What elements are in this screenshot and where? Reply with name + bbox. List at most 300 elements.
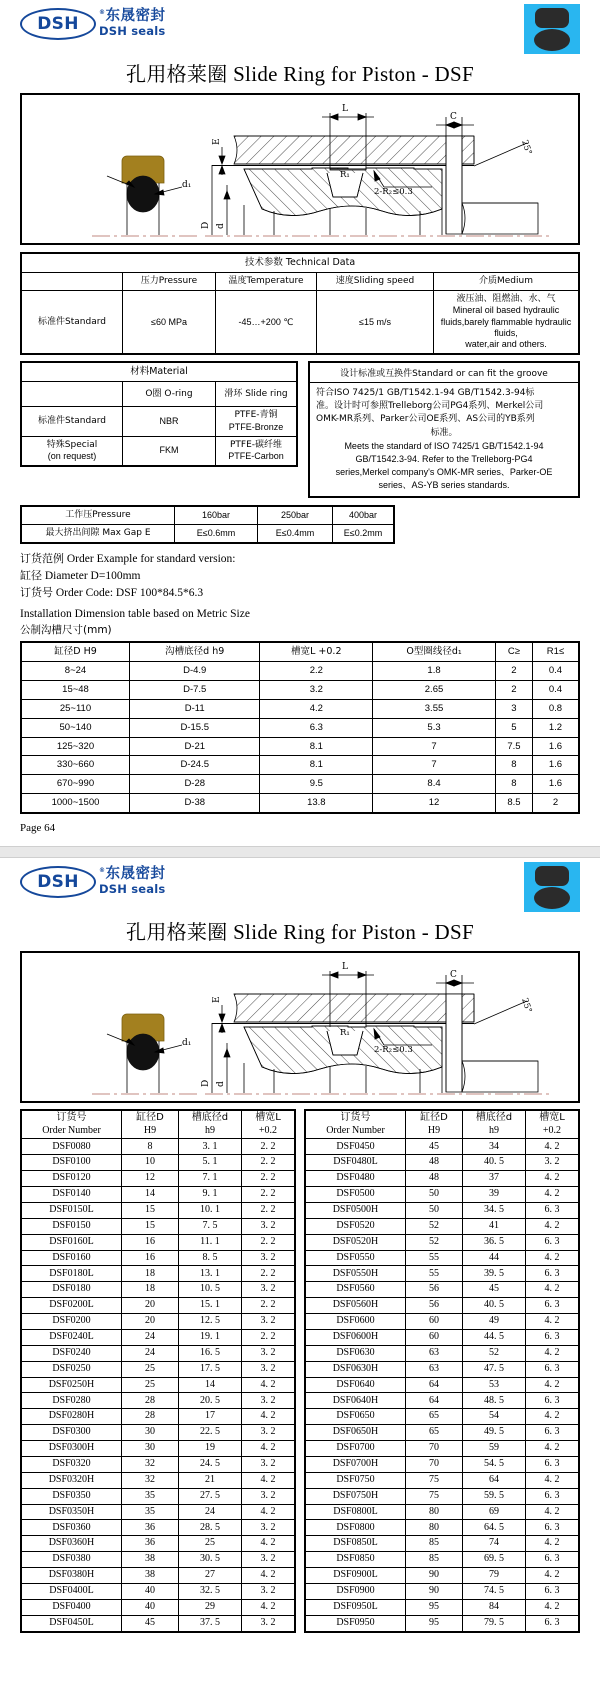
table-cell: DSF0350 [21,1488,122,1504]
table-cell: DSF0480L [305,1155,406,1171]
table-cell: 30. 5 [179,1552,242,1568]
table-cell: 45 [406,1139,463,1155]
table-cell: 13. 1 [179,1266,242,1282]
table-cell: 3. 1 [179,1139,242,1155]
table-row [305,1171,579,1187]
table-cell: D-28 [130,775,260,794]
table-cell: 4. 2 [242,1568,296,1584]
table-row [305,1583,579,1599]
table-cell: DSF0500 [305,1187,406,1203]
page-title-cn: 孔用格莱圈 [126,920,228,945]
table-row [305,1110,579,1139]
table-cell: 3. 2 [242,1361,296,1377]
table-cell: 3 [495,699,532,718]
table-cell: 4. 2 [242,1599,296,1615]
table-cell: DSF0360H [21,1536,122,1552]
table-cell: DSF0650H [305,1425,406,1441]
dim-intro-en: Installation Dimension table based on Metric Size [20,608,250,621]
table-cell: 59. 5 [463,1488,526,1504]
table-row [21,1234,295,1250]
order-header-d: 槽底径d h9 [463,1110,526,1139]
page-header [20,858,580,914]
cross-section-diagram [22,95,578,243]
table-row [21,436,297,466]
table-cell: 25~110 [21,699,130,718]
table-cell: 125~320 [21,737,130,756]
svg-text:2-R₂≤0.3: 2-R₂≤0.3 [374,187,413,197]
page-1 [0,0,600,834]
standard-block [308,361,580,497]
material-slidering-special: PTFE-碳纤维 PTFE-Carbon [216,436,298,466]
table-row [305,1345,579,1361]
table-cell: 6. 3 [526,1266,580,1282]
table-row [21,382,297,407]
logo-english-name: DSH seals [99,881,166,896]
material-row-label-special: 特殊Special (on request) [21,436,123,466]
order-header-D: 缸径D H9 [406,1110,463,1139]
table-row [21,1583,295,1599]
table-cell: 18 [122,1266,179,1282]
table-cell: 4. 2 [526,1171,580,1187]
table-row [21,1202,295,1218]
table-cell: 6. 3 [526,1552,580,1568]
medium-line: fluids,barely flammable hydraulic [440,316,572,327]
table-row [305,1266,579,1282]
table-cell: 20. 5 [179,1393,242,1409]
table-cell: DSF0150 [21,1218,122,1234]
table-cell: 12 [373,794,496,813]
table-cell: DSF0240 [21,1345,122,1361]
material-header-blank [21,382,123,407]
standard-caption: 设计标准或互换件Standard or can fit the groove [310,363,578,383]
table-cell: DSF0300H [21,1441,122,1457]
table-row [305,1599,579,1615]
table-cell: 6. 3 [526,1488,580,1504]
table-cell: 0.8 [532,699,579,718]
table-cell: 3. 2 [242,1520,296,1536]
table-cell: DSF0630H [305,1361,406,1377]
table-row [305,1504,579,1520]
table-cell: D-15.5 [130,718,260,737]
table-cell: 28. 5 [179,1520,242,1536]
material-header-oring: O圈 O-ring [123,382,216,407]
table-row [21,1425,295,1441]
table-cell: DSF0700 [305,1441,406,1457]
table-row [21,1345,295,1361]
table-cell: 8 [495,756,532,775]
table-cell: 79 [463,1568,526,1584]
table-cell: DSF0160L [21,1234,122,1250]
table-cell: 2. 2 [242,1171,296,1187]
table-cell: 5.3 [373,718,496,737]
table-row [21,1393,295,1409]
product-photo [524,862,580,912]
table-cell: 75 [406,1472,463,1488]
svg-text:d: d [216,1081,226,1088]
page-title [20,916,580,945]
table-cell: 22. 5 [179,1425,242,1441]
table-cell: 3. 2 [242,1583,296,1599]
table-cell: 3. 2 [242,1393,296,1409]
table-row [21,756,579,775]
table-cell: 25 [179,1536,242,1552]
table-cell: 3. 2 [242,1615,296,1631]
table-cell: 69 [463,1504,526,1520]
table-cell: DSF0180L [21,1266,122,1282]
table-cell: 6. 3 [526,1202,580,1218]
table-cell: 6. 3 [526,1361,580,1377]
table-row [21,1456,295,1472]
material-table [20,361,298,467]
standard-line-cn: OMK-MR系列、Parker公司OE系列、AS公司的YB系列 [316,414,535,425]
table-row [21,1472,295,1488]
table-cell: DSF0160 [21,1250,122,1266]
table-cell: 8.1 [260,737,373,756]
table-cell: 75 [406,1488,463,1504]
table-cell: 40. 5 [463,1298,526,1314]
table-row [21,794,579,813]
table-cell: D-11 [130,699,260,718]
table-cell: 55 [406,1250,463,1266]
table-row [21,1250,295,1266]
medium-line: water,air and others. [465,339,547,350]
material-row-label-standard: 标准件Standard [21,407,123,437]
table-cell: 40 [122,1583,179,1599]
table-row [21,718,579,737]
table-cell: 8. 5 [179,1250,242,1266]
table-cell: 27. 5 [179,1488,242,1504]
table-cell: DSF0600 [305,1314,406,1330]
gap-pressure-160: 160bar [175,506,258,525]
svg-text:D: D [201,221,211,229]
dim-header-L: 槽宽L +0.2 [260,642,373,661]
table-cell: 56 [406,1282,463,1298]
table-cell: 6. 3 [526,1329,580,1345]
table-cell: 2. 2 [242,1329,296,1345]
table-cell: 1.6 [532,737,579,756]
table-row [21,1568,295,1584]
table-cell: 50 [406,1202,463,1218]
table-cell: 50 [406,1187,463,1203]
table-cell: DSF0320 [21,1456,122,1472]
table-cell: DSF0560 [305,1282,406,1298]
table-cell: 8 [122,1139,179,1155]
order-example-line: 订货范例 Order Example for standard version: [20,552,236,566]
table-cell: 4. 2 [242,1409,296,1425]
table-cell: 4. 2 [526,1282,580,1298]
table-row [305,1139,579,1155]
table-cell: 6. 3 [526,1520,580,1536]
table-row [21,642,579,661]
standard-line-en: series,Merkel company's OMK-MR series、Parker-OE [335,466,553,477]
company-logo [20,8,166,40]
table-row [21,272,579,290]
table-row [21,407,297,437]
table-cell: DSF0200L [21,1298,122,1314]
table-cell: 50~140 [21,718,130,737]
svg-text:C: C [450,112,457,122]
table-cell: 47. 5 [463,1361,526,1377]
table-cell: DSF0250H [21,1377,122,1393]
table-cell: 10 [122,1155,179,1171]
tech-value-medium [434,291,580,355]
table-cell: 4. 2 [242,1536,296,1552]
table-cell: 3.2 [260,680,373,699]
table-cell: DSF0850L [305,1536,406,1552]
table-cell: 2. 2 [242,1187,296,1203]
table-row [21,1187,295,1203]
table-cell: 7.5 [495,737,532,756]
table-cell: DSF0200 [21,1314,122,1330]
table-row [21,1504,295,1520]
table-cell: 6. 3 [526,1425,580,1441]
logo-mark-text: DSH [37,14,79,34]
material-header-slidering: 滑环 Slide ring [216,382,298,407]
table-cell: DSF0480 [305,1171,406,1187]
table-cell: 3.55 [373,699,496,718]
table-cell: 85 [406,1552,463,1568]
table-row [305,1409,579,1425]
table-cell: 12. 5 [179,1314,242,1330]
table-cell: 7. 5 [179,1218,242,1234]
order-header-D: 缸径D H9 [122,1110,179,1139]
table-cell: 6. 3 [526,1393,580,1409]
table-cell: 52 [463,1345,526,1361]
table-cell: DSF0700H [305,1456,406,1472]
table-row [21,1155,295,1171]
table-cell: 3. 2 [242,1456,296,1472]
table-row [305,1536,579,1552]
table-cell: 9. 1 [179,1187,242,1203]
table-cell: 4. 2 [526,1218,580,1234]
table-row [21,1329,295,1345]
table-row [21,1139,295,1155]
table-cell: 4. 2 [526,1504,580,1520]
table-cell: 44 [463,1250,526,1266]
table-cell: 90 [406,1583,463,1599]
table-cell: 6. 3 [526,1456,580,1472]
table-cell: 13.8 [260,794,373,813]
table-cell: 5. 1 [179,1155,242,1171]
table-row [21,1377,295,1393]
table-cell: 36. 5 [463,1234,526,1250]
table-row [21,291,579,355]
table-cell: 3. 2 [526,1155,580,1171]
table-cell: 2. 2 [242,1155,296,1171]
table-cell: DSF0630 [305,1345,406,1361]
order-rows-right [305,1139,579,1632]
table-cell: 11. 1 [179,1234,242,1250]
table-row [305,1218,579,1234]
tech-header-temperature: 温度Temperature [216,272,317,290]
table-cell: 10. 1 [179,1202,242,1218]
table-cell: 30 [122,1425,179,1441]
table-row [305,1377,579,1393]
cross-section-diagram [22,953,578,1101]
svg-text:E: E [212,996,222,1004]
table-cell: 17 [179,1409,242,1425]
logo-chinese-name: ®东晟密封 [99,866,166,883]
medium-line: fluids, [494,327,518,338]
table-cell: 19. 1 [179,1329,242,1345]
registered-icon: ® [99,867,106,875]
table-cell: 44. 5 [463,1329,526,1345]
table-cell: 7. 1 [179,1171,242,1187]
table-cell: 4. 2 [526,1187,580,1203]
table-cell: DSF0360 [21,1520,122,1536]
gap-value-160: E≤0.6mm [175,525,258,544]
table-cell: 20 [122,1314,179,1330]
table-row [305,1441,579,1457]
order-table-left-wrap [20,1109,296,1633]
table-cell: 330~660 [21,756,130,775]
table-cell: 7 [373,737,496,756]
table-cell: DSF0150L [21,1202,122,1218]
gap-value-400: E≤0.2mm [333,525,395,544]
table-cell: 32 [122,1472,179,1488]
table-cell: 15. 1 [179,1298,242,1314]
table-cell: 8.4 [373,775,496,794]
material-oring-special: FKM [123,436,216,466]
gap-row-label-pressure: 工作压Pressure [21,506,175,525]
table-cell: 4. 2 [526,1139,580,1155]
order-header-d: 槽底径d h9 [179,1110,242,1139]
table-row [21,1314,295,1330]
table-row [305,1282,579,1298]
table-cell: 21 [179,1472,242,1488]
order-header-number: 订货号 Order Number [21,1110,122,1139]
table-cell: 15 [122,1218,179,1234]
table-cell: 3. 2 [242,1314,296,1330]
standard-line-en: Meets the standard of ISO 7425/1 GB/T1542.1-94 [344,440,544,451]
table-row [21,1520,295,1536]
table-cell: DSF0850 [305,1552,406,1568]
table-cell: DSF0600H [305,1329,406,1345]
table-cell: 6. 3 [526,1298,580,1314]
order-number-table-right [304,1109,580,1633]
table-cell: 2. 2 [242,1266,296,1282]
table-cell: 670~990 [21,775,130,794]
svg-text:D: D [201,1079,211,1088]
page-separator [0,846,600,858]
table-cell: 48. 5 [463,1393,526,1409]
table-cell: 3. 2 [242,1218,296,1234]
table-cell: 60 [406,1329,463,1345]
slide-ring-cn: PTFE-青铜 [234,410,278,421]
material-block [20,361,298,497]
registered-icon: ® [99,9,106,17]
table-cell: 1000~1500 [21,794,130,813]
table-cell: 30 [122,1441,179,1457]
table-cell: DSF0240L [21,1329,122,1345]
svg-text:L: L [342,962,348,973]
table-cell: 34 [463,1139,526,1155]
table-cell: 4. 2 [526,1409,580,1425]
table-cell: 9.5 [260,775,373,794]
table-row [21,362,297,381]
material-caption: 材料Material [21,362,297,381]
table-cell: 4. 2 [526,1250,580,1266]
table-cell: 28 [122,1409,179,1425]
table-cell: DSF0520H [305,1234,406,1250]
table-cell: DSF0120 [21,1171,122,1187]
order-header-L: 槽宽L +0.2 [242,1110,296,1139]
table-cell: D-7.5 [130,680,260,699]
table-cell: 34. 5 [463,1202,526,1218]
dimension-rows [21,662,579,814]
table-cell: 60 [406,1314,463,1330]
table-cell: DSF0350H [21,1504,122,1520]
table-cell: DSF0100 [21,1155,122,1171]
table-cell: D-21 [130,737,260,756]
svg-text:25°: 25° [519,138,534,157]
table-cell: 80 [406,1520,463,1536]
table-cell: DSF0750H [305,1488,406,1504]
table-cell: 4. 2 [526,1441,580,1457]
table-cell: 41 [463,1218,526,1234]
table-row [305,1568,579,1584]
tech-value-pressure: ≤60 MPa [123,291,216,355]
order-number-table-left [20,1109,296,1633]
table-cell: 7 [373,756,496,775]
page-number: Page 64 [20,822,56,835]
table-cell: 16. 5 [179,1345,242,1361]
table-cell: 2 [532,794,579,813]
dim-header-d: 沟槽底径d h9 [130,642,260,661]
table-row [21,737,579,756]
table-cell: 54. 5 [463,1456,526,1472]
table-cell: 3. 2 [242,1282,296,1298]
table-cell: 4. 2 [242,1441,296,1457]
table-row [305,1298,579,1314]
table-row [21,1552,295,1568]
svg-text:2-R₂≤0.3: 2-R₂≤0.3 [374,1045,413,1056]
table-cell: 90 [406,1568,463,1584]
company-logo [20,866,166,898]
table-cell: 2 [495,662,532,681]
table-cell: DSF0180 [21,1282,122,1298]
order-rows-left [21,1139,295,1632]
table-cell: DSF0450 [305,1139,406,1155]
order-example-line: 缸径 Diameter D=100mm [20,568,141,582]
table-cell: DSF0550H [305,1266,406,1282]
table-cell: D-38 [130,794,260,813]
gap-value-250: E≤0.4mm [258,525,333,544]
table-cell: 95 [406,1599,463,1615]
table-row [305,1314,579,1330]
dim-header-D: 缸径D H9 [21,642,130,661]
table-cell: 3. 2 [242,1488,296,1504]
order-table-right-wrap [304,1109,580,1633]
table-cell: 27 [179,1568,242,1584]
svg-text:E: E [212,138,222,145]
table-cell: 59 [463,1441,526,1457]
table-cell: 8.1 [260,756,373,775]
svg-text:d: d [216,223,226,229]
table-cell: 4. 2 [526,1377,580,1393]
table-cell: DSF0280H [21,1409,122,1425]
logo-english-name: DSH seals [99,23,166,38]
table-row [305,1488,579,1504]
table-cell: 3. 2 [242,1552,296,1568]
table-cell: 3. 2 [242,1345,296,1361]
table-row [21,1409,295,1425]
table-row [305,1615,579,1631]
table-cell: 36 [122,1520,179,1536]
table-cell: 63 [406,1361,463,1377]
table-cell: D-24.5 [130,756,260,775]
svg-text:25°: 25° [519,996,534,1015]
